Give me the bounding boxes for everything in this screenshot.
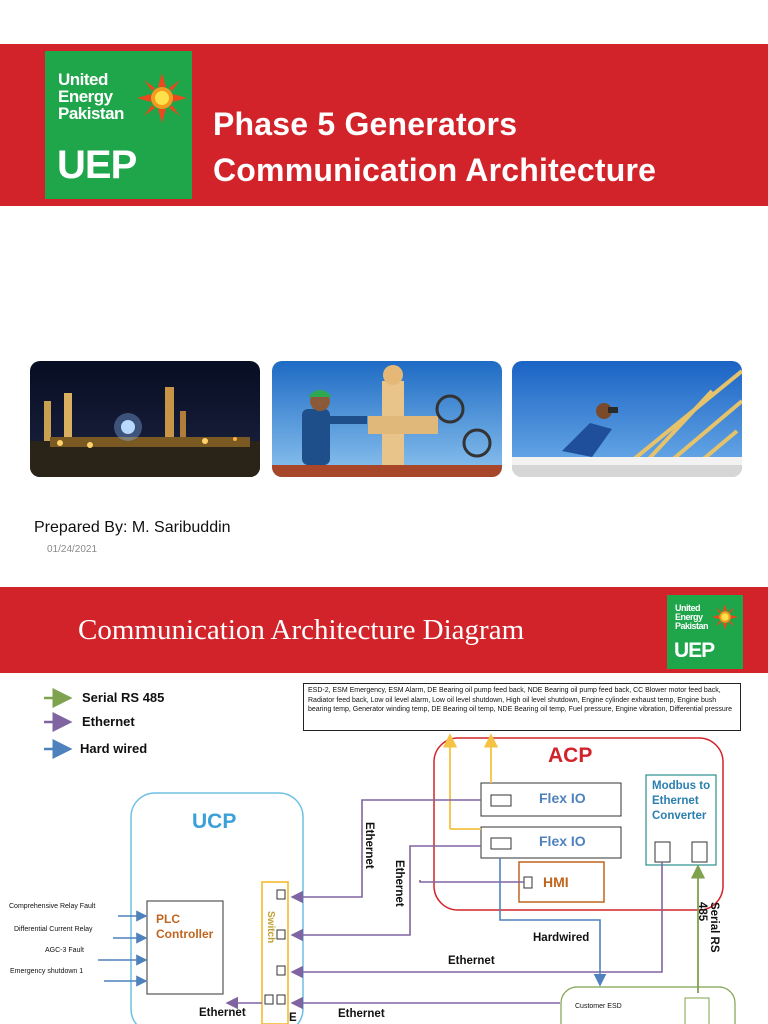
ethernet-bottom-left-label: Ethernet [199, 1007, 246, 1019]
ethernet-bottom-mid-label: Ethernet [338, 1008, 385, 1020]
flex-io-1-label: Flex IO [539, 790, 586, 806]
signal-info-box: ESD-2, ESM Emergency, ESM Alarm, DE Bearing oil pump feed back, NDE Bearing oil pump feed back, CC Blower motor feed back, Radiator feed back, Low oil level alarm, Low oil level shutdown, High oil level shutdown, Engine cylinder exhaust temp, Engine bush bearing temp, Generator winding temp, DE Bearing oil temp, NDE Bearing oil temp, Fuel pressure, Engine vibration, Differential pressure [303, 683, 741, 731]
signal-1: Comprehensive Relay Fault [9, 903, 96, 910]
eth-flex2 [292, 846, 481, 935]
slide2-title: Communication Architecture Diagram [78, 614, 525, 646]
logo-small-energy: Energy [675, 612, 703, 622]
ucp-label: UCP [192, 810, 237, 833]
ethernet-mid-label: Ethernet [448, 955, 495, 967]
ethernet-vertical-2: Ethernet [393, 860, 405, 907]
logo-small-acronym: UEP [674, 639, 715, 662]
logo-small-pakistan: Pakistan [675, 621, 709, 631]
customer-esd-label: Customer ESD [575, 1003, 622, 1010]
logo-text-united: United [58, 70, 108, 89]
uep-logo-small [667, 595, 743, 669]
switch-label: Switch [265, 911, 276, 944]
sun-icon-small [712, 604, 738, 630]
signal-2: Differential Current Relay [14, 926, 93, 933]
signal-3: AGC-3 Fault [45, 947, 84, 954]
logo-small-united: United [675, 603, 700, 613]
logo-acronym: UEP [57, 143, 137, 187]
slide-date: 01/24/2021 [47, 544, 98, 555]
slide1-title-line2: Communication Architecture [213, 152, 657, 188]
serial-rs485-label: Serial RS 485 [696, 902, 720, 953]
modbus-label: Modbus to Ethernet Converter [652, 780, 711, 822]
legend-serial-label: Serial RS 485 [82, 690, 165, 705]
flex-io-2-label: Flex IO [539, 833, 586, 849]
signal-4: Emergency shutdown 1 [10, 968, 84, 975]
legend-ethernet-label: Ethernet [82, 714, 135, 729]
prepared-by: Prepared By: M. Saribuddin [34, 519, 231, 536]
hardwired-label: Hardwired [533, 932, 590, 944]
logo-text-pakistan: Pakistan [58, 104, 124, 123]
legend-hardwired-label: Hard wired [80, 741, 148, 756]
acp-label: ACP [548, 744, 593, 767]
eth-hmi [420, 880, 524, 882]
plc-label: PLC Controller [156, 912, 214, 941]
uep-logo [45, 51, 192, 199]
sun-icon [137, 73, 187, 123]
plant-night-photo [30, 361, 260, 477]
ethernet-vertical-1: Ethernet [363, 822, 375, 869]
slide1-title-line1: Phase 5 Generators [213, 106, 518, 142]
ethernet-bottom-vertical-label: E [289, 1012, 297, 1024]
worker-valve-photo [272, 361, 502, 477]
worker-rig-photo [512, 361, 742, 477]
hmi-label: HMI [543, 874, 569, 890]
logo-text-energy: Energy [58, 87, 113, 106]
